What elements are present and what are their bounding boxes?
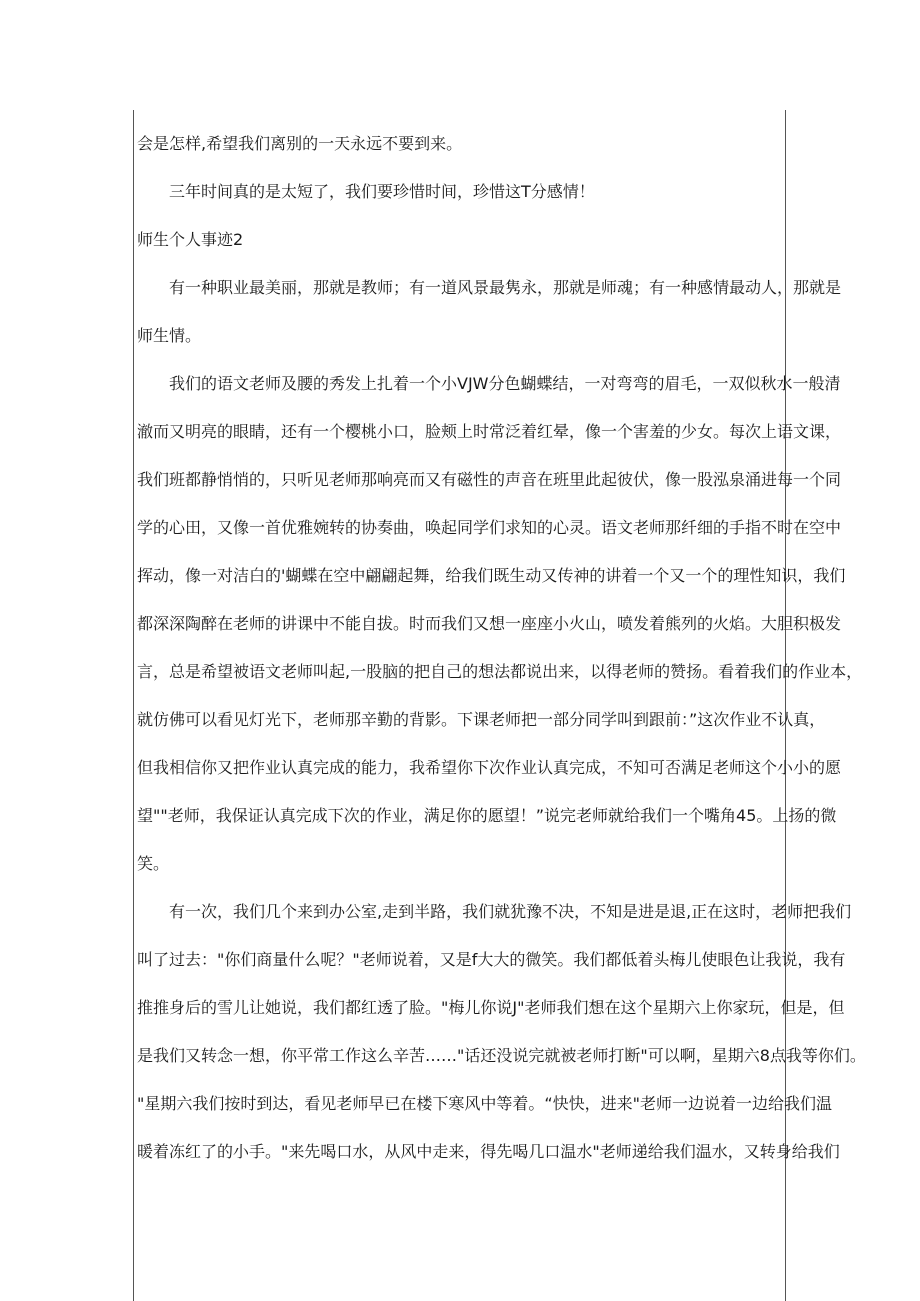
section-heading: 师生个人事迹2 (137, 230, 244, 249)
text-line: "星期六我们按时到达，看见老师早已在楼下寒风中等着。“快快，进来"老师一边说着一边给我们温 (137, 1094, 833, 1113)
text-line: 澈而又明亮的眼睛，还有一个樱桃小口，脸颊上时常泛着红晕，像一个害羞的少女。每次上语文课， (137, 422, 842, 441)
text-line: 我们班都静悄悄的，只听见老师那响亮而又有磁性的声音在班里此起彼伏，像一股泓泉涌进每一个同 (137, 470, 842, 489)
text-line: 学的心田，又像一首优雅婉转的协奏曲，唤起同学们求知的心灵。语文老师那纤细的手指不时在空中 (137, 518, 842, 537)
text-line: 笑。 (137, 854, 170, 873)
text-line: 言，总是希望被语文老师叫起,一股脑的把自己的想法都说出来，以得老师的赞扬。看着我们的作业本， (137, 662, 863, 681)
text-line: 有一种职业最美丽，那就是教师；有一道风景最隽永，那就是师魂；有一种感情最动人，那就是 (169, 278, 842, 297)
text-line: 三年时间真的是太短了，我们要珍惜时间，珍惜这T分感情！ (169, 182, 595, 201)
text-line: 有一次，我们几个来到办公室,走到半路，我们就犹豫不决，不知是进是退,正在这时，老师把我们 (169, 902, 852, 921)
document-body (137, 120, 866, 1176)
text-line: 暖着冻红了的小手。"来先喝口水，从风中走来，得先喝几口温水"老师递给我们温水，又转身给我们 (137, 1142, 840, 1161)
text-line: 就仿佛可以看见灯光下，老师那辛勤的背影。下课老师把一部分同学叫到跟前：”这次作业不认真， (137, 710, 826, 729)
text-line: 是我们又转念一想，你平常工作这么辛苦……"话还没说完就被老师打断"可以啊，星期六8点我等你们。 (137, 1046, 866, 1065)
text-line: 师生情。 (137, 326, 202, 345)
text-line: 会是怎样,希望我们离别的一天永远不要到来。 (137, 134, 463, 153)
text-line: 但我相信你又把作业认真完成的能力，我希望你下次作业认真完成，不知可否满足老师这个小小的愿 (137, 758, 842, 777)
text-line: 挥动，像一对洁白的'蝴蝶在空中翩翩起舞，给我们既生动又传神的讲着一个又一个的理性知识，我们 (137, 566, 846, 585)
text-line: 推推身后的雪儿让她说，我们都红透了脸。"梅儿你说J"老师我们想在这个星期六上你家玩，但是，但 (137, 998, 845, 1017)
text-line: 都深深陶醉在老师的讲课中不能自拔。时而我们又想一座座小火山，喷发着熊列的火焰。大胆积极发 (137, 614, 842, 633)
text-line: 望""老师，我保证认真完成下次的作业，满足你的愿望！”说完老师就给我们一个嘴角45。上扬的微 (137, 806, 837, 825)
text-line: 我们的语文老师及腰的秀发上扎着一个小VJW分色蝴蝶结，一对弯弯的眉毛，一双似秋水一般清 (169, 374, 841, 393)
text-line: 叫了过去："你们商量什么呢？"老师说着，又是f大大的微笑。我们都低着头梅儿使眼色让我说，我有 (137, 950, 846, 969)
